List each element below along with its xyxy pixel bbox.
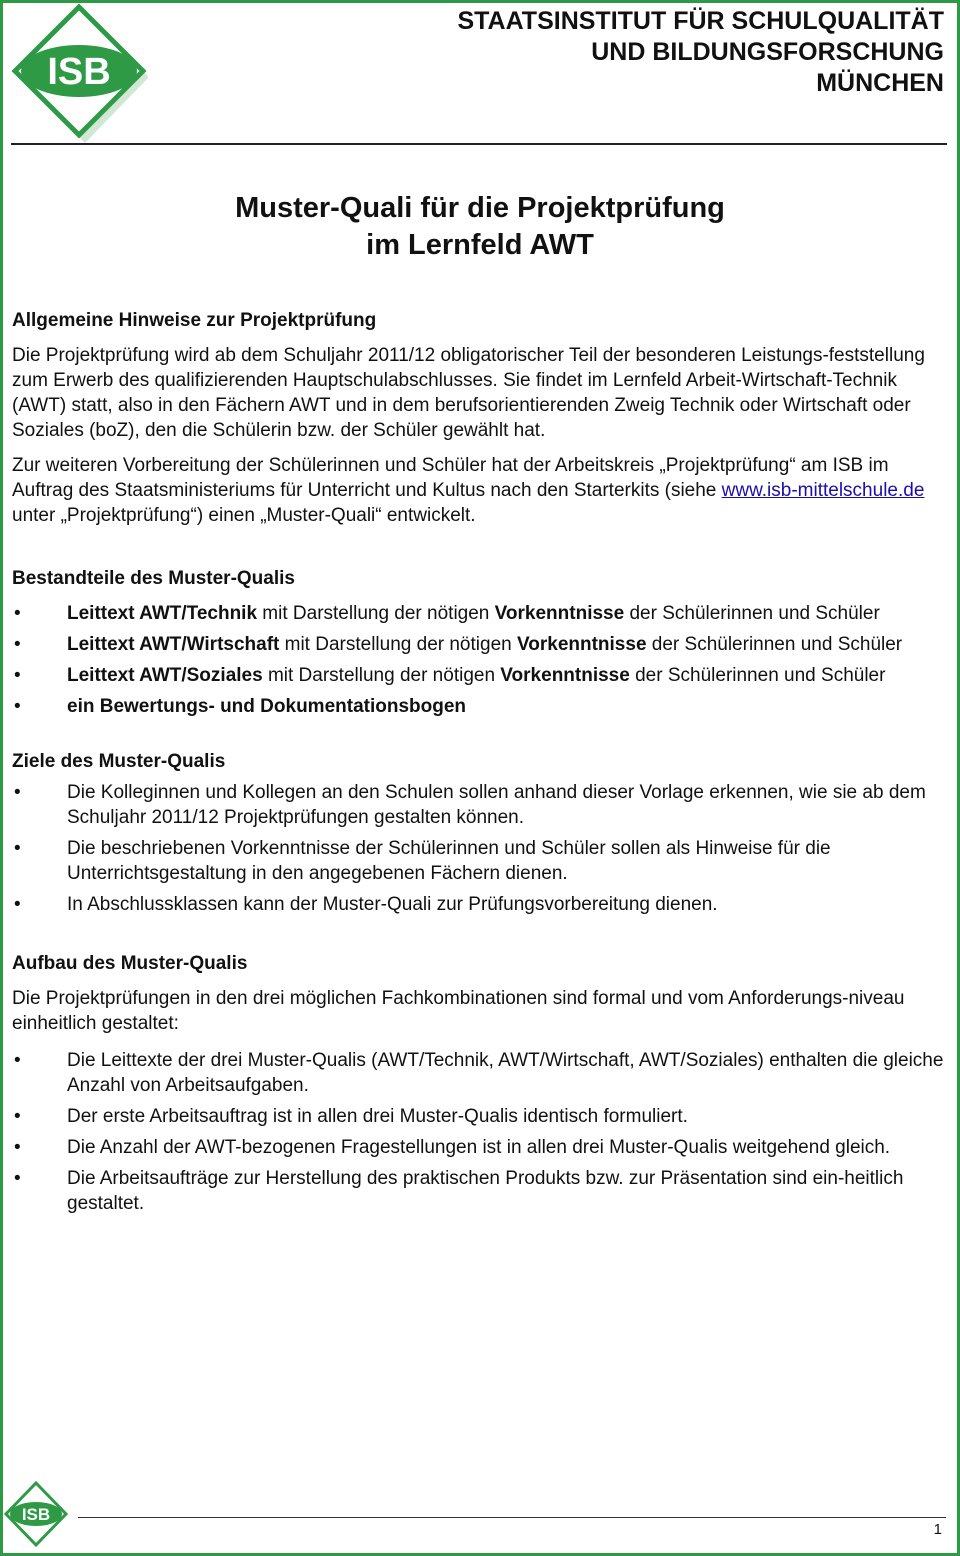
isb-logo <box>10 4 148 144</box>
bullet-icon: • <box>14 1106 21 1127</box>
list-item <box>12 836 950 886</box>
bullet-icon: • <box>14 894 21 915</box>
footer-logo-text: ISB <box>21 1505 51 1524</box>
item-text: mit Darstellung der nötigen <box>257 603 495 624</box>
list-item <box>12 694 950 719</box>
bullet-icon: • <box>14 603 21 624</box>
list-item <box>12 1104 950 1129</box>
item-bold: Leittext AWT/Technik <box>67 603 258 624</box>
section-components <box>12 566 950 719</box>
structure-list <box>12 1048 950 1216</box>
bullet-icon: • <box>14 1137 21 1158</box>
title-line-2: im Lernfeld AWT <box>366 229 594 261</box>
item-bold: ein Bewertungs- und Dokumentationsbogen <box>67 696 467 717</box>
institute-line: UND BILDUNGSFORSCHUNG <box>591 38 944 66</box>
paragraph-structure-intro: Die Projektprüfungen in den drei möglichen Fachkombinationen sind formal und vom Anforderungs-niveau einheitlich gestaltet: <box>12 988 905 1034</box>
item-text: Die Arbeitsaufträge zur Herstellung des praktischen Produkts bzw. zur Präsentation sind ein-heitlich gestaltet. <box>67 1168 904 1214</box>
item-bold: Vorkenntnisse <box>494 603 625 624</box>
footer-divider <box>78 1517 946 1518</box>
item-bold: Leittext AWT/Wirtschaft <box>67 634 280 655</box>
institute-line: STAATSINSTITUT FÜR SCHULQUALITÄT <box>457 7 944 35</box>
section-heading-general: Allgemeine Hinweise zur Projektprüfung <box>12 310 377 331</box>
list-item <box>12 1166 950 1216</box>
paragraph-muster-quali <box>12 453 950 528</box>
document-title <box>0 190 960 264</box>
paragraph-text: unter „Projektprüfung“) einen „Muster-Quali“ entwickelt. <box>12 505 476 526</box>
list-item <box>12 663 950 688</box>
item-bold: Vorkenntnisse <box>500 665 630 686</box>
bullet-icon: • <box>14 665 21 686</box>
institute-line: MÜNCHEN <box>816 69 944 97</box>
isb-logo-text: ISB <box>47 51 111 93</box>
item-bold: Vorkenntnisse <box>516 634 647 655</box>
institute-name <box>457 6 944 99</box>
section-heading-structure: Aufbau des Muster-Qualis <box>12 953 248 974</box>
footer-isb-logo <box>4 1481 68 1549</box>
item-text: Der erste Arbeitsauftrag ist in allen drei Muster-Qualis identisch formuliert. <box>67 1106 688 1127</box>
item-text: der Schülerinnen und Schüler <box>629 665 886 686</box>
section-goals <box>12 749 950 917</box>
page-number: 1 <box>933 1521 942 1538</box>
item-text: der Schülerinnen und Schüler <box>646 634 903 655</box>
bullet-icon: • <box>14 696 21 717</box>
list-item <box>12 1048 950 1098</box>
item-text: Die Anzahl der AWT-bezogenen Fragestellungen ist in allen drei Muster-Qualis weitgehend gleich. <box>67 1137 891 1158</box>
item-text: mit Darstellung der nötigen <box>262 665 501 686</box>
section-heading-components: Bestandteile des Muster-Qualis <box>12 568 295 589</box>
bullet-icon: • <box>14 782 21 803</box>
paragraph-text: Zur weiteren Vorbereitung der Schülerinnen und Schüler hat der Arbeitskreis „Projektprüfung“ am ISB im Auftrag des Staatsministeriums für Unterricht und Kultus nach den Starterkits (siehe <box>12 455 889 501</box>
item-text: Die Kolleginnen und Kollegen an den Schulen sollen anhand dieser Vorlage erkennen, wie sie ab dem Schuljahr 2011/12 Projektprüfungen gestalten können. <box>67 782 926 828</box>
isb-website-link[interactable]: www.isb-mittelschule.de <box>721 480 925 501</box>
item-text: der Schülerinnen und Schüler <box>624 603 880 624</box>
list-item <box>12 1135 950 1160</box>
components-list <box>12 601 950 719</box>
item-text: Die beschriebenen Vorkenntnisse der Schülerinnen und Schüler sollen als Hinweise für die Unterrichtsgestaltung in den angegebenen Fächern dienen. <box>67 838 831 884</box>
bullet-icon: • <box>14 634 21 655</box>
section-heading-goals: Ziele des Muster-Qualis <box>12 751 226 772</box>
list-item <box>12 601 950 626</box>
bullet-icon: • <box>14 838 21 859</box>
header-divider <box>11 143 947 145</box>
item-text: Die Leittexte der drei Muster-Qualis (AWT/Technik, AWT/Wirtschaft, AWT/Soziales) enthalten die gleiche Anzahl von Arbeitsaufgaben. <box>67 1050 944 1096</box>
document-body <box>12 308 950 1222</box>
paragraph-intro: Die Projektprüfung wird ab dem Schuljahr 2011/12 obligatorischer Teil der besonderen Leistungs-feststellung zum Erwerb des qualifizierenden Hauptschulabschlusses. Sie findet im Lernfeld Arbeit-Wirtschaft-Technik (AWT) statt, also in den Fächern AWT und in dem berufsorientierenden Zweig Technik oder Wirtschaft oder Soziales (boZ), den die Schülerin bzw. der Schüler gewählt hat. <box>12 345 925 441</box>
item-text: In Abschlussklassen kann der Muster-Quali zur Prüfungsvorbereitung dienen. <box>67 894 718 915</box>
list-item <box>12 780 950 830</box>
list-item <box>12 632 950 657</box>
section-structure <box>12 951 950 1216</box>
goals-list <box>12 780 950 917</box>
title-line-1: Muster-Quali für die Projektprüfung <box>235 192 725 224</box>
item-text: mit Darstellung der nötigen <box>279 634 517 655</box>
list-item <box>12 892 950 917</box>
bullet-icon: • <box>14 1168 21 1189</box>
bullet-icon: • <box>14 1050 21 1071</box>
item-bold: Leittext AWT/Soziales <box>67 665 263 686</box>
